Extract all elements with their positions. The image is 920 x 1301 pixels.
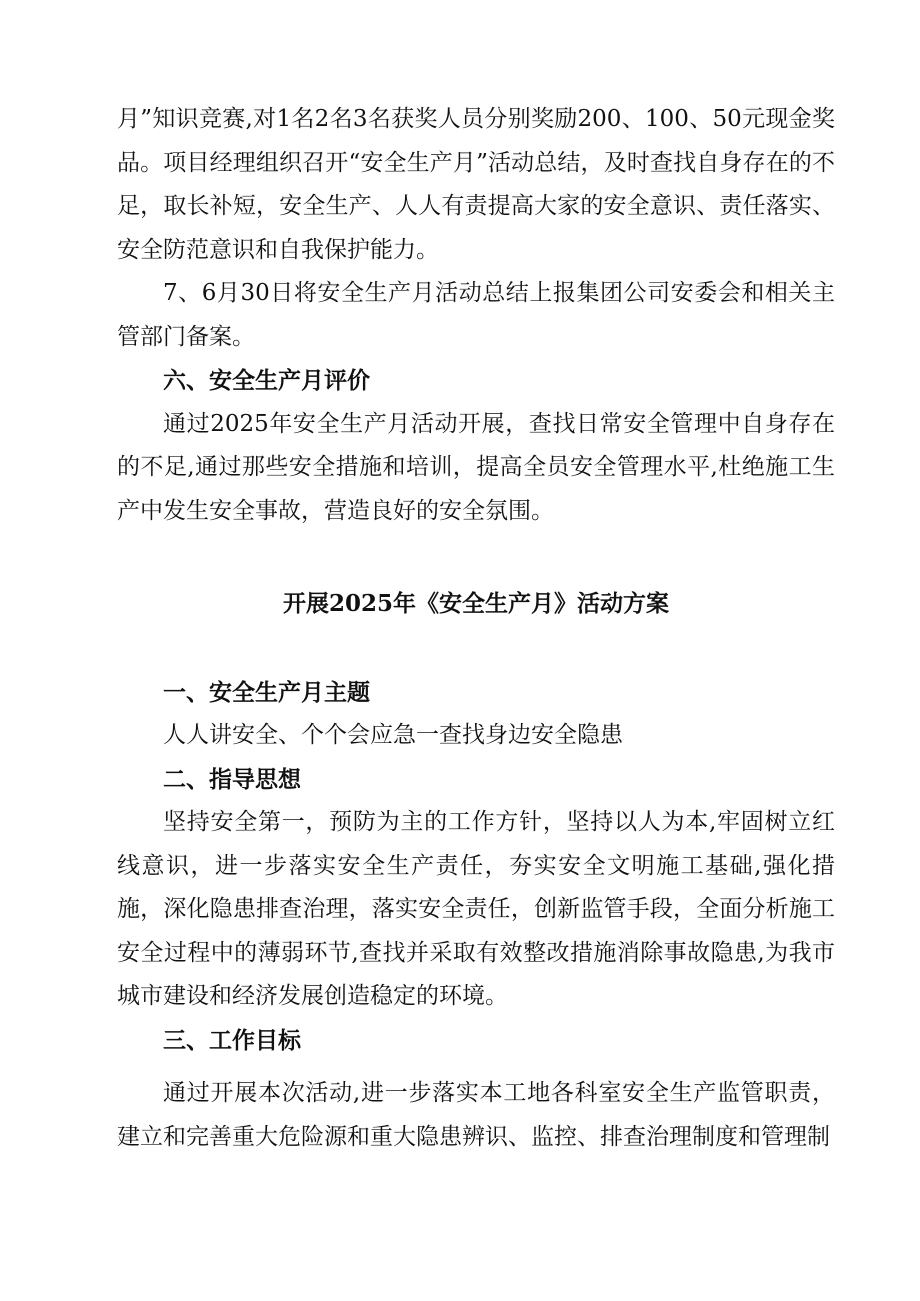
spacer [117, 533, 835, 582]
paragraph-theme: 人人讲安全、个个会应急一查找身边安全隐患 [163, 722, 623, 748]
spacer [117, 626, 835, 671]
heading-evaluation: 六、安全生产月评价 [163, 367, 370, 394]
document-page [117, 98, 835, 1159]
paragraph-evaluation: 通过2025年安全生产月活动开展，查找日常安全管理中自身存在的不足,通过那些安全措施和培训，提高全员安全管理水平,杜绝施工生产中发生安全事故，营造良好的安全氛围。 [117, 410, 835, 524]
paragraph-guiding-ideology: 坚持安全第一，预防为主的工作方针，坚持以人为本,牢固树立红线意识，进一步落实安全生产责任，夯实安全文明施工基础,强化措施，深化隐患排查治理，落实安全责任，创新监管手段，全面分析施工安全过程中的薄弱环节,查找并采取有效整改措施消除事故隐患,为我市城市建设和经济发展创造稳定的环境。 [117, 809, 835, 1009]
paragraph-work-goals: 通过开展本次活动,进一步落实本工地各科室安全生产监管职责，建立和完善重大危险源和重大隐患辨识、监控、排查治理制度和管理制 [117, 1080, 835, 1150]
heading-guiding-ideology: 二、指导思想 [163, 765, 301, 793]
paragraph-competition-summary: 月”知识竞赛,对1名2名3名获奖人员分别奖励200、100、50元现金奖品。项目经理组织召开“安全生产月”活动总结，及时查找自身存在的不足，取长补短，安全生产、人人有责提高大家的安全意识、责任落实、安全防范意识和自我保护能力。 [117, 106, 835, 263]
paragraph-report-filing: 7、6月30日将安全生产月活动总结上报集团公司安委会和相关主管部门备案。 [117, 280, 835, 350]
heading-theme: 一、安全生产月主题 [163, 678, 370, 706]
document-title: 开展2025年《安全生产月》活动方案 [282, 590, 669, 617]
heading-work-goals: 三、工作目标 [163, 1026, 301, 1054]
spacer [117, 1062, 835, 1072]
